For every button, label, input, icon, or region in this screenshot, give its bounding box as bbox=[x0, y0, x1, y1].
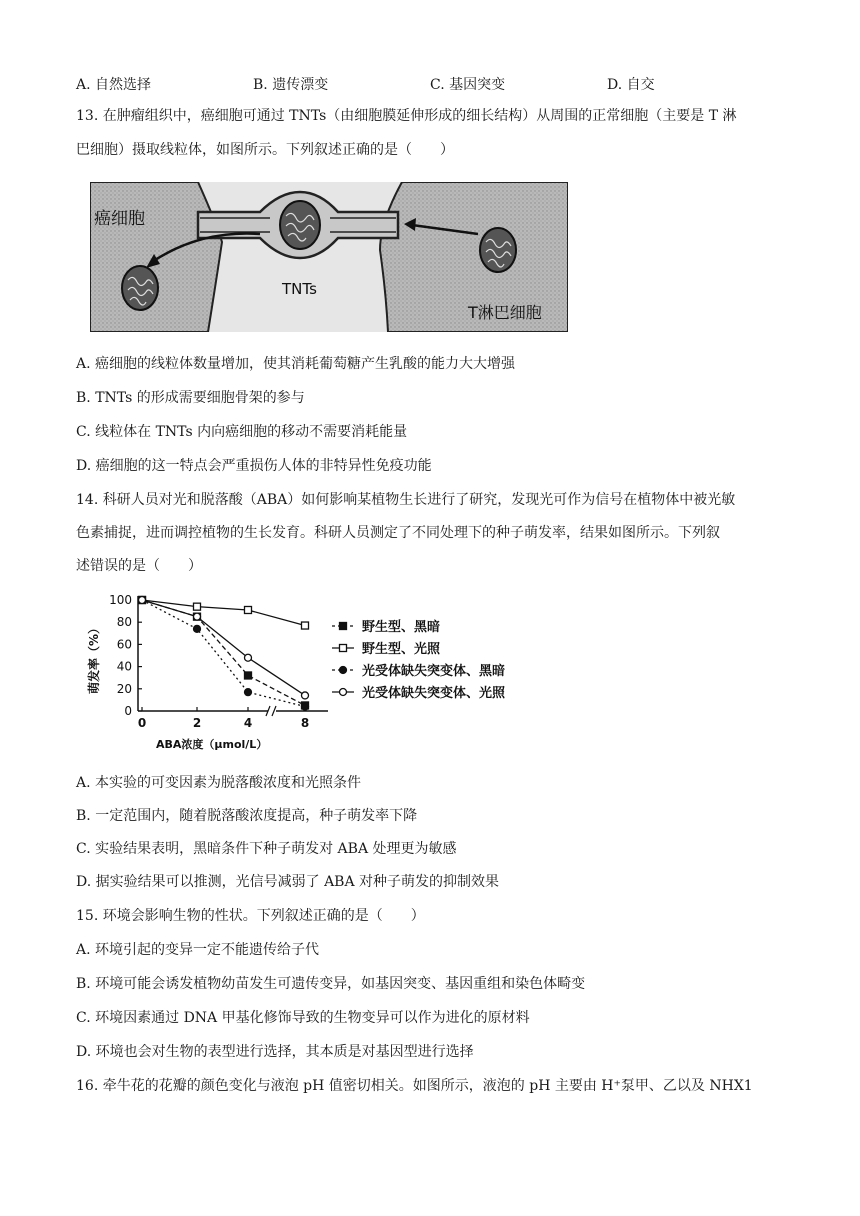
data-point-1-3 bbox=[302, 622, 309, 629]
series-line-2 bbox=[142, 600, 305, 707]
q13-option-b: B. TNTs 的形成需要细胞骨架的参与 bbox=[76, 390, 305, 406]
mitochondrion-in-cancer-cell bbox=[122, 266, 158, 310]
y-axis-label: 萌发率（%） bbox=[87, 621, 101, 695]
q15-option-b: B. 环境可能会诱发植物幼苗发生可遗传变异，如基因突变、基因重组和染色体畸变 bbox=[76, 976, 586, 992]
legend-label-1: 野生型、光照 bbox=[362, 642, 441, 657]
data-point-2-3 bbox=[302, 703, 309, 710]
q12-option-c: C. 基因突变 bbox=[430, 77, 506, 93]
q12-option-a: A. 自然选择 bbox=[76, 77, 152, 93]
data-point-2-1 bbox=[194, 625, 201, 632]
series-line-1 bbox=[142, 600, 305, 626]
q15-option-d: D. 环境也会对生物的表型进行选择，其本质是对基因型进行选择 bbox=[76, 1044, 474, 1060]
data-point-0-2 bbox=[245, 672, 252, 679]
q13-stem-line2: 巴细胞）摄取线粒体，如图所示。下列叙述正确的是（ ） bbox=[76, 142, 454, 158]
label-cancer-cell: 癌细胞 bbox=[94, 209, 145, 229]
q15-option-a: A. 环境引起的变异一定不能遗传给子代 bbox=[76, 942, 320, 958]
label-t-lymphocyte: T淋巴细胞 bbox=[468, 303, 542, 322]
x-tick-label: 8 bbox=[300, 716, 310, 730]
q13-option-a: A. 癌细胞的线粒体数量增加，使其消耗葡萄糖产生乳酸的能力大大增强 bbox=[76, 356, 516, 372]
label-tnts: TNTs bbox=[282, 280, 317, 298]
q14-option-b: B. 一定范围内，随着脱落酸浓度提高，种子萌发率下降 bbox=[76, 808, 418, 824]
mitochondrion-in-tnt bbox=[280, 201, 320, 249]
x-tick-label: 2 bbox=[192, 716, 202, 730]
y-tick-label: 80 bbox=[116, 615, 132, 630]
q12-option-b: B. 遗传漂变 bbox=[253, 77, 329, 93]
q12-option-d: D. 自交 bbox=[607, 77, 655, 93]
y-tick-label: 60 bbox=[116, 637, 132, 652]
y-tick-label: 40 bbox=[116, 659, 132, 674]
cancer-cell-shape bbox=[90, 182, 222, 332]
q13-figure-tnts bbox=[90, 182, 568, 332]
data-point-1-2 bbox=[245, 606, 252, 613]
legend-label-2: 光受体缺失突变体、黑暗 bbox=[362, 664, 506, 679]
q15-option-c: C. 环境因素通过 DNA 甲基化修饰导致的生物变异可以作为进化的原材料 bbox=[76, 1010, 530, 1026]
data-point-2-2 bbox=[245, 689, 252, 696]
data-point-1-1 bbox=[194, 603, 201, 610]
legend-marker-3 bbox=[340, 689, 347, 696]
q13-option-d: D. 癌细胞的这一特点会严重损伤人体的非特异性免疫功能 bbox=[76, 458, 432, 474]
mitochondrion-in-t-cell bbox=[480, 228, 516, 272]
series-line-0 bbox=[142, 600, 305, 705]
data-point-3-2 bbox=[245, 654, 252, 661]
q15-stem: 15. 环境会影响生物的性状。下列叙述正确的是（ ） bbox=[76, 908, 425, 924]
y-tick-label: 0 bbox=[124, 704, 132, 718]
y-tick-label: 20 bbox=[116, 681, 132, 696]
x-tick-label: 0 bbox=[137, 716, 147, 730]
x-tick-label: 4 bbox=[243, 716, 253, 730]
legend-marker-2 bbox=[340, 667, 347, 674]
q14-stem-line3: 述错误的是（ ） bbox=[76, 558, 202, 574]
data-point-3-1 bbox=[194, 613, 201, 620]
data-point-3-0 bbox=[139, 597, 146, 604]
q16-stem: 16. 牵牛花的花瓣的颜色变化与液泡 pH 值密切相关。如图所示，液泡的 pH 主要由 H⁺泵甲、乙以及 NHX1 bbox=[76, 1078, 753, 1094]
legend-label-3: 光受体缺失突变体、光照 bbox=[362, 686, 506, 701]
q13-stem-line1: 13. 在肿瘤组织中，癌细胞可通过 TNTs（由细胞膜延伸形成的细长结构）从周围的正常细胞（主要是 T 淋 bbox=[76, 108, 737, 124]
y-tick-label: 100 bbox=[109, 593, 132, 607]
q14-option-a: A. 本实验的可变因素为脱落酸浓度和光照条件 bbox=[76, 775, 362, 791]
q14-option-c: C. 实验结果表明，黑暗条件下种子萌发对 ABA 处理更为敏感 bbox=[76, 841, 457, 857]
q14-stem-line1: 14. 科研人员对光和脱落酸（ABA）如何影响某植物生长进行了研究，发现光可作为信号在植物体中被光敏 bbox=[76, 492, 736, 508]
x-axis-label: ABA浓度（μmol/L） bbox=[156, 738, 268, 751]
legend-marker-1 bbox=[340, 645, 347, 652]
axis-break-mark bbox=[266, 706, 276, 716]
legend-label-0: 野生型、黑暗 bbox=[362, 620, 441, 635]
q14-stem-line2: 色素捕捉，进而调控植物的生长发育。科研人员测定了不同处理下的种子萌发率，结果如图所示。下列叙 bbox=[76, 525, 720, 541]
q14-germination-chart bbox=[80, 588, 540, 753]
q13-option-c: C. 线粒体在 TNTs 内向癌细胞的移动不需要消耗能量 bbox=[76, 424, 408, 440]
q14-option-d: D. 据实验结果可以推测，光信号减弱了 ABA 对种子萌发的抑制效果 bbox=[76, 874, 500, 890]
data-point-3-3 bbox=[302, 692, 309, 699]
legend-marker-0 bbox=[340, 623, 347, 630]
